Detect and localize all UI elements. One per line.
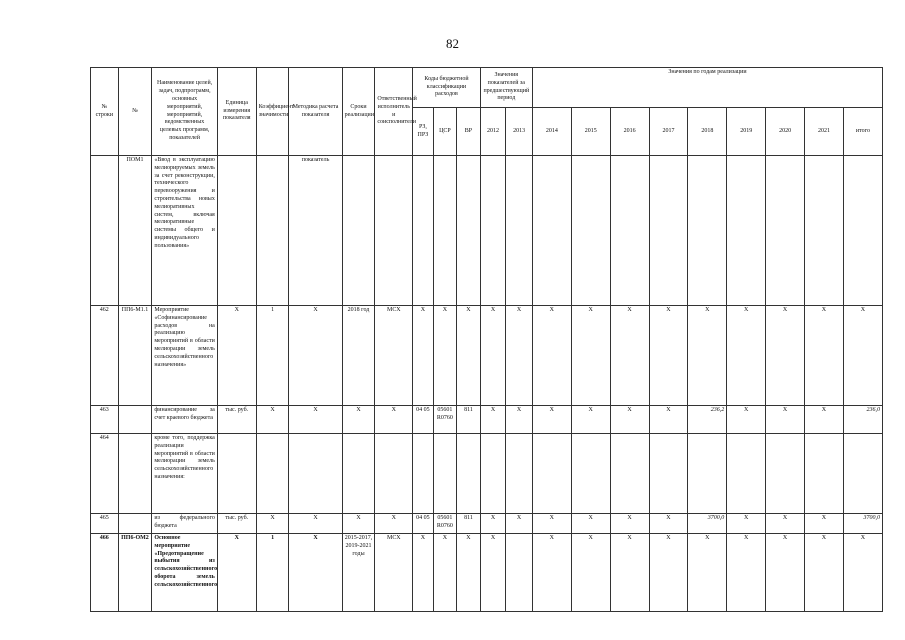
- row-value: Х: [506, 406, 533, 434]
- row-unit: [217, 434, 256, 514]
- row-value: Х: [480, 406, 506, 434]
- row-csr: 05601 R0760: [433, 514, 457, 534]
- header-budget-codes: Коды бюджетной классификации расходов: [413, 68, 481, 108]
- row-name: из федерального бюджета: [152, 514, 217, 534]
- row-csr: Х: [433, 534, 457, 612]
- row-value: Х: [727, 406, 766, 434]
- row-rz: 04 05: [413, 514, 433, 534]
- row-value: Х: [805, 534, 844, 612]
- row-value: Х: [688, 534, 727, 612]
- row-total: [843, 156, 882, 306]
- row-rz: [413, 156, 433, 306]
- row-method: Х: [289, 406, 342, 434]
- row-method: [289, 434, 342, 514]
- row-value: Х: [610, 406, 649, 434]
- row-value: Х: [610, 514, 649, 534]
- row-value: Х: [688, 306, 727, 406]
- header-year: 2017: [649, 108, 688, 156]
- row-total: 236,0: [843, 406, 882, 434]
- row-value: Х: [649, 534, 688, 612]
- row-terms: 2015-2017, 2019-2021 годы: [342, 534, 375, 612]
- row-rz: [413, 434, 433, 514]
- header-year: 2014: [532, 108, 571, 156]
- header-coef: Коэффициент значимости: [256, 68, 289, 156]
- row-no: 463: [91, 406, 119, 434]
- row-coef: 1: [256, 534, 289, 612]
- row-value: Х: [480, 534, 506, 612]
- row-value: [649, 434, 688, 514]
- header-name: Наименование целей, задач, подпрограмм, основных мероприятий, мероприятий, ведомственных целевых программ, показателей: [152, 68, 217, 156]
- row-value: Х: [571, 514, 610, 534]
- header-year: 2021: [805, 108, 844, 156]
- row-value: Х: [532, 514, 571, 534]
- row-value: [805, 156, 844, 306]
- row-value: Х: [766, 514, 805, 534]
- row-value: [649, 156, 688, 306]
- row-vr: 811: [457, 514, 481, 534]
- row-value: Х: [506, 514, 533, 534]
- row-value: Х: [532, 306, 571, 406]
- row-value: Х: [727, 306, 766, 406]
- row-csr: Х: [433, 306, 457, 406]
- row-value: [506, 434, 533, 514]
- row-value: [480, 156, 506, 306]
- page-number: 82: [446, 36, 459, 51]
- row-total: 3700,0: [843, 514, 882, 534]
- row-coef: Х: [256, 514, 289, 534]
- row-value: Х: [532, 406, 571, 434]
- table-row: [91, 434, 883, 514]
- header-rz: РЗ, ПРЗ: [413, 108, 433, 156]
- row-code: ПП6-М1.1: [118, 306, 152, 406]
- row-value: [571, 156, 610, 306]
- row-vr: [457, 434, 481, 514]
- row-unit: [217, 156, 256, 306]
- row-method: Х: [289, 514, 342, 534]
- header-year: 2012: [480, 108, 506, 156]
- row-resp: МСХ: [375, 534, 413, 612]
- row-value: [766, 156, 805, 306]
- row-value: Х: [610, 306, 649, 406]
- row-total: Х: [843, 306, 882, 406]
- row-name: финансирование за счет краевого бюджета: [152, 406, 217, 434]
- header-prev-values: Значения показателей за предшествующий период: [480, 68, 532, 108]
- row-code: [118, 434, 152, 514]
- header-total: итого: [843, 108, 882, 156]
- row-value: [610, 156, 649, 306]
- header-year: 2018: [688, 108, 727, 156]
- row-code: ПОМ1: [118, 156, 152, 306]
- row-value: [571, 434, 610, 514]
- row-resp: [375, 156, 413, 306]
- row-value: [506, 156, 533, 306]
- row-terms: Х: [342, 406, 375, 434]
- table-row: [91, 534, 883, 612]
- row-value: Х: [805, 406, 844, 434]
- row-rz: 04 05: [413, 406, 433, 434]
- row-name: Мероприятие «Софинансирование расходов на реализацию мероприятий в области мелиорации земель сельскохозяйственного назначения»: [152, 306, 217, 406]
- row-resp: [375, 434, 413, 514]
- row-unit: тыс. руб.: [217, 406, 256, 434]
- row-terms: Х: [342, 514, 375, 534]
- header-year-values: Значения по годам реализации: [532, 68, 882, 108]
- table-row: [91, 406, 883, 434]
- row-csr: 05601 R0760: [433, 406, 457, 434]
- header-year: 2019: [727, 108, 766, 156]
- row-unit: тыс. руб.: [217, 514, 256, 534]
- header-row-no: № строки: [91, 68, 119, 156]
- row-vr: Х: [457, 306, 481, 406]
- table-row: [91, 514, 883, 534]
- row-value: [727, 156, 766, 306]
- row-code: ПП6-ОМ2: [118, 534, 152, 612]
- row-rz: Х: [413, 306, 433, 406]
- row-value: Х: [766, 406, 805, 434]
- table-row: [91, 306, 883, 406]
- row-resp: Х: [375, 514, 413, 534]
- row-value: Х: [805, 306, 844, 406]
- row-value: 236,2: [688, 406, 727, 434]
- row-value: Х: [571, 534, 610, 612]
- row-value: Х: [649, 514, 688, 534]
- row-value: [688, 156, 727, 306]
- row-unit: Х: [217, 306, 256, 406]
- row-terms: 2018 год: [342, 306, 375, 406]
- row-value: Х: [610, 534, 649, 612]
- header-unit: Единица измерения показателя: [217, 68, 256, 156]
- row-value: [766, 434, 805, 514]
- row-value: [727, 434, 766, 514]
- row-code: [118, 514, 152, 534]
- row-resp: Х: [375, 406, 413, 434]
- row-value: [805, 434, 844, 514]
- row-value: [610, 434, 649, 514]
- row-coef: [256, 156, 289, 306]
- header-vr: ВР: [457, 108, 481, 156]
- row-value: Х: [727, 514, 766, 534]
- row-coef: [256, 434, 289, 514]
- row-name: Основное мероприятие «Предотвращение выбытия из сельскохозяйственного оборота земель сельскохозяйственного: [152, 534, 217, 612]
- row-no: 462: [91, 306, 119, 406]
- row-total: [843, 434, 882, 514]
- header-year: 2016: [610, 108, 649, 156]
- row-rz: Х: [413, 534, 433, 612]
- row-value: [532, 156, 571, 306]
- row-no: [91, 156, 119, 306]
- header-year: 2015: [571, 108, 610, 156]
- row-unit: Х: [217, 534, 256, 612]
- row-no: 466: [91, 534, 119, 612]
- row-csr: [433, 434, 457, 514]
- row-value: Х: [571, 406, 610, 434]
- header-resp: Ответственный исполнитель и соисполнители: [375, 68, 413, 156]
- header-method: Методика расчета показателя: [289, 68, 342, 156]
- row-value: [506, 534, 533, 612]
- row-code: [118, 406, 152, 434]
- row-method: Х: [289, 534, 342, 612]
- row-method: Х: [289, 306, 342, 406]
- row-value: Х: [805, 514, 844, 534]
- row-value: [688, 434, 727, 514]
- row-value: Х: [649, 406, 688, 434]
- row-value: Х: [727, 534, 766, 612]
- row-csr: [433, 156, 457, 306]
- row-method: показатель: [289, 156, 342, 306]
- row-vr: Х: [457, 534, 481, 612]
- row-value: Х: [571, 306, 610, 406]
- row-value: Х: [766, 306, 805, 406]
- row-value: [480, 434, 506, 514]
- header-terms: Сроки реализации: [342, 68, 375, 156]
- table-row: [91, 156, 883, 306]
- row-name: «Ввод в эксплуатацию мелиорируемых земель за счет реконструкции, технического перевооружения и строительства новых мелиоративных систем, включая мелиоративные системы общего и индивидуального пользования»: [152, 156, 217, 306]
- row-resp: МСХ: [375, 306, 413, 406]
- row-value: Х: [480, 514, 506, 534]
- row-vr: 811: [457, 406, 481, 434]
- header-code: №: [118, 68, 152, 156]
- row-coef: 1: [256, 306, 289, 406]
- row-value: Х: [649, 306, 688, 406]
- header-year: 2020: [766, 108, 805, 156]
- row-terms: [342, 156, 375, 306]
- row-no: 465: [91, 514, 119, 534]
- header-csr: ЦСР: [433, 108, 457, 156]
- row-value: Х: [532, 534, 571, 612]
- row-name: кроме того, поддержка реализации мероприятий в области мелиорации земель сельскохозяйственного назначения:: [152, 434, 217, 514]
- row-terms: [342, 434, 375, 514]
- row-total: Х: [843, 534, 882, 612]
- row-no: 464: [91, 434, 119, 514]
- row-value: Х: [506, 306, 533, 406]
- row-value: Х: [480, 306, 506, 406]
- row-value: Х: [766, 534, 805, 612]
- row-value: 3700,0: [688, 514, 727, 534]
- indicators-table: [90, 67, 883, 612]
- header-year: 2013: [506, 108, 533, 156]
- row-value: [532, 434, 571, 514]
- row-vr: [457, 156, 481, 306]
- row-coef: Х: [256, 406, 289, 434]
